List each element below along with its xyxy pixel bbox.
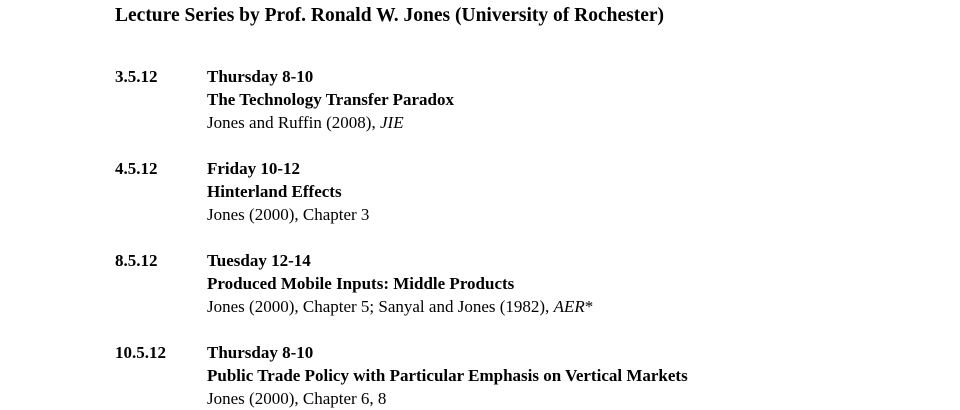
lecture-details <box>207 249 593 318</box>
lecture-day-time: Thursday 8-10 <box>207 67 314 86</box>
reference-text: Jones (2000), Chapter 3 <box>207 205 370 224</box>
reference-journal: JIE <box>379 113 404 132</box>
lecture-reference <box>207 295 593 318</box>
document-title: Lecture Series by Prof. Ronald W. Jones (University of Rochester) <box>115 5 665 26</box>
lecture-details <box>207 65 454 134</box>
reference-text: Jones (2000), Chapter 6, 8 <box>207 389 387 408</box>
reference-text: Jones and Ruffin (2008), <box>207 113 380 132</box>
lecture-reference <box>207 387 688 410</box>
reference-text: Jones (2000), Chapter 5; Sanyal and Jones (1982), <box>207 297 554 316</box>
lecture-details <box>207 341 688 410</box>
lecture-date: 4.5.12 <box>115 159 158 178</box>
lecture-topic: Public Trade Policy with Particular Emphasis on Vertical Markets <box>207 366 688 385</box>
lecture-day-time: Thursday 8-10 <box>207 343 314 362</box>
reference-suffix: * <box>584 297 594 316</box>
lecture-date: 8.5.12 <box>115 251 158 270</box>
lecture-date: 10.5.12 <box>115 343 166 362</box>
lecture-day-time: Friday 10-12 <box>207 159 301 178</box>
lecture-date: 3.5.12 <box>115 67 158 86</box>
lecture-reference <box>207 203 369 226</box>
lecture-details <box>207 157 369 226</box>
lecture-day-time: Tuesday 12-14 <box>207 251 311 270</box>
reference-journal: AER <box>553 297 585 316</box>
lecture-topic: Hinterland Effects <box>207 182 342 201</box>
lecture-reference <box>207 111 454 134</box>
lecture-topic: The Technology Transfer Paradox <box>207 90 454 109</box>
lecture-topic: Produced Mobile Inputs: Middle Products <box>207 274 515 293</box>
